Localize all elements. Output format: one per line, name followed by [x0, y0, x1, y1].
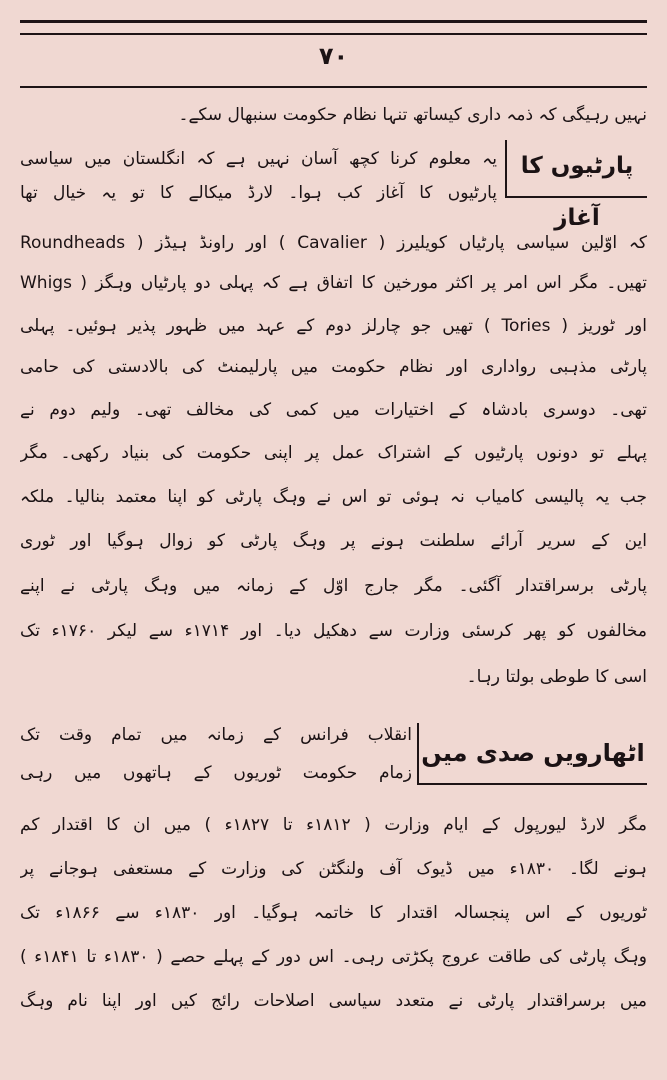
text-line-10: جب یہ پالیسی کامیاب نہ ہوئی تو اس نے وہگ پارٹی کو اپنا معتمد بنالیا۔ ملکہ	[20, 487, 647, 507]
text-line-17: مگر لارڈ لیورپول کے ایام وزارت ( ۱۸۱۲ء تا ۱۸۲۷ء ) میں ان کا اقتدار کم	[20, 815, 647, 835]
section-heading-eighteenth-century: اٹھارویں صدی میں	[417, 723, 647, 785]
text-line-12: پارٹی برسراقتدار آگئی۔ مگر جارج اوّل کے زمانہ میں وہگ پارٹی نے اپنے	[20, 576, 647, 596]
top-rule-thin	[20, 33, 647, 35]
text-line-5: تھیں۔ مگر اس امر پر اکثر مورخین کا اتفاق ہے کہ پہلی دو پارٹیاں وہگز ( Whigs	[20, 273, 647, 293]
text-line-7: پارٹی مذہبی رواداری اور نظام حکومت میں پارلیمنٹ کی بالادستی کی حامی	[20, 357, 647, 377]
text-line-20: وہگ پارٹی کی طاقت عروج پکڑتی رہی۔ اس دور کے پہلے حصے ( ۱۸۳۰ء تا ۱۸۴۱ء )	[20, 947, 647, 967]
text-line-9: پہلے تو دونوں پارٹیوں کے اشتراک عمل پر اپنی حکومت کی بنیاد رکھی۔ مگر	[20, 443, 647, 463]
text-line-3: پارٹیوں کا آغاز کب ہوا۔ لارڈ میکالے کا تو یہ خیال تھا	[20, 183, 497, 203]
text-line-4: کہ اوّلین سیاسی پارٹیاں کویلیرز ( Cavalier ) اور راونڈ ہیڈز ( Roundheads	[20, 233, 647, 253]
text-line-1: نہیں رہیگی کہ ذمہ داری کیساتھ تنہا نظام حکومت سنبھال سکے۔	[178, 105, 647, 125]
section-heading-parties-origin: پارٹیوں کا آغاز	[505, 140, 647, 198]
page-number: ۷۰	[318, 42, 349, 70]
text-line-19: ٹوریوں کے اس پنجسالہ اقتدار کا خاتمہ ہوگیا۔ اور ۱۸۳۰ء سے ۱۸۶۶ء تک	[20, 903, 647, 923]
text-line-21: میں برسراقتدار پارٹی نے متعدد سیاسی اصلاحات رائج کیں اور اپنا نام وہگ	[20, 991, 647, 1011]
text-line-13: مخالفوں کو پھر کرسئی وزارت سے دھکیل دیا۔ اور ۱۷۱۴ء سے لیکر ۱۷۶۰ء تک	[20, 621, 647, 641]
text-line-16: زمام حکومت ٹوریوں کے ہاتھوں میں رہی	[20, 763, 412, 783]
text-line-8: تھی۔ دوسری بادشاہ کے اختیارات میں کمی کی مخالف تھی۔ ولیم دوم نے	[20, 400, 647, 420]
text-line-6: اور ٹوریز ( Tories ) تھیں جو چارلز دوم کے عہد میں ظہور پذیر ہوئیں۔ پہلی	[20, 316, 647, 336]
header-rule	[20, 86, 647, 88]
text-line-11: این کے سریر آرائے سلطنت ہونے پر وہگ پارٹی کو زوال ہوگیا اور ٹوری	[20, 531, 647, 551]
top-rule	[20, 20, 647, 23]
text-line-15: انقلاب فرانس کے زمانہ میں تمام وقت تک	[20, 725, 412, 745]
text-line-14: اسی کا طوطی بولتا رہا۔	[466, 667, 647, 687]
text-line-2: یہ معلوم کرنا کچھ آسان نہیں ہے کہ انگلستان میں سیاسی	[20, 149, 497, 169]
text-line-18: ہونے لگا۔ ۱۸۳۰ء میں ڈیوک آف ولنگٹن کی وزارت کے مستعفی ہوجانے پر	[20, 859, 647, 879]
